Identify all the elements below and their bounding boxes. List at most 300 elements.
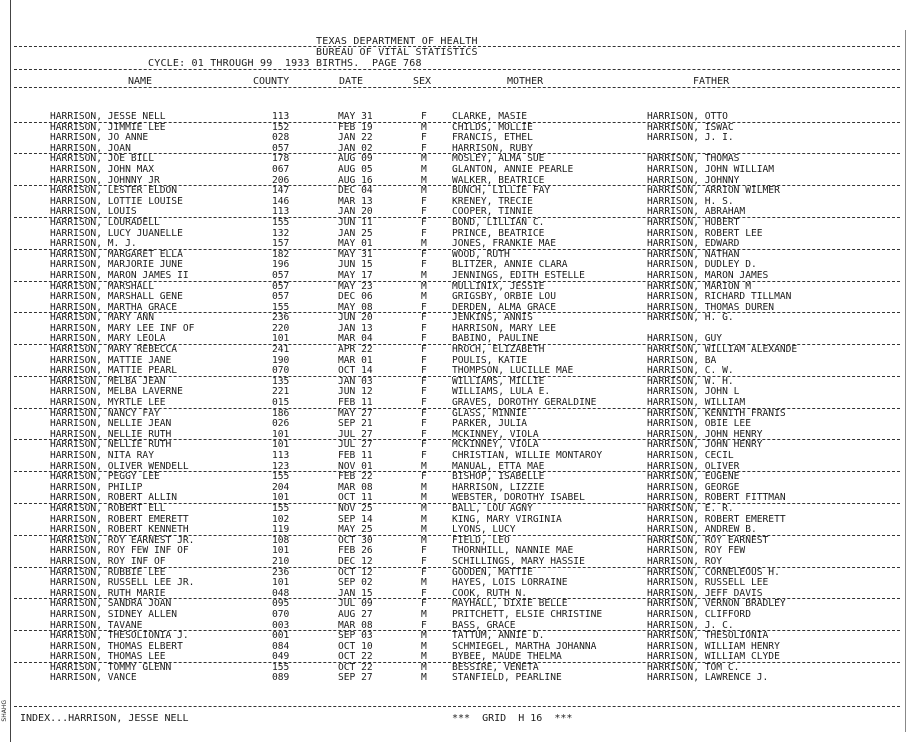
record-name: HARRISON, RUBBIE LEE [50, 566, 166, 578]
record-name: HARRISON, ROY FEW INF OF [50, 545, 189, 557]
record-mother: PARKER, JULIA [452, 418, 528, 430]
record-mother: CHILDS, MOLLIE [452, 121, 533, 133]
record-county: 089 [272, 672, 290, 684]
record-date: SEP 27 [338, 672, 373, 684]
record-sex: M [421, 185, 427, 197]
record-mother: KRENEY, TRECIE [452, 195, 533, 207]
record-father: HARRISON, JOHN L [647, 386, 740, 398]
record-date: DEC 04 [338, 185, 373, 197]
record-county: 236 [272, 566, 290, 578]
record-county: 101 [272, 439, 290, 451]
record-father: HARRISON, C. W. [647, 365, 734, 377]
record-father: HARRISON, CORNELEOUS H. [647, 566, 780, 578]
record-county: 048 [272, 587, 290, 599]
record-date: AUG 27 [338, 608, 373, 620]
record-name: HARRISON, JOE BILL [50, 153, 154, 165]
record-father: HARRISON, H. G. [647, 312, 734, 324]
record-name: HARRISON, MATTIE PEARL [50, 365, 178, 377]
record-date: JUN 11 [338, 216, 373, 228]
header-title: TEXAS DEPARTMENT OF HEALTH [316, 36, 478, 47]
record-sex: F [421, 206, 427, 218]
record-county: 220 [272, 322, 290, 334]
record-date: JUN 12 [338, 386, 373, 398]
record-father: HARRISON, JOHNNY [647, 174, 740, 186]
record-row [0, 165, 912, 176]
record-sex: F [421, 216, 427, 228]
record-father: HARRISON, ARRION WILMER [647, 185, 780, 197]
record-date: SEP 02 [338, 577, 373, 589]
record-name: HARRISON, RUSSELL LEE JR. [50, 577, 195, 589]
record-county: 049 [272, 651, 290, 663]
record-date: OCT 30 [338, 534, 373, 546]
record-row [0, 112, 912, 123]
record-county: 028 [272, 132, 290, 144]
record-mother: MCKINNEY, VIOLA [452, 439, 539, 451]
record-mother: LYONS, LUCY [452, 524, 516, 536]
record-mother: JONES, FRANKIE MAE [452, 238, 556, 250]
record-name: HARRISON, MARSHALL [50, 280, 154, 292]
record-county: 236 [272, 312, 290, 324]
record-county: 146 [272, 195, 290, 207]
record-county: 113 [272, 111, 290, 122]
record-date: SEP 03 [338, 630, 373, 642]
record-sex: F [421, 471, 427, 483]
record-mother: GLASS, MINNIE [452, 407, 528, 419]
record-date: NOV 01 [338, 460, 373, 472]
record-father: HARRISON, THOMAS DUREN [647, 301, 775, 313]
record-mother: THORNHILL, NANNIE MAE [452, 545, 574, 557]
record-father: HARRISON, HUBERT [647, 216, 740, 228]
record-name: HARRISON, ROBERT EMERETT [50, 513, 189, 525]
record-mother: STANFIELD, PEARLINE [452, 672, 562, 684]
record-date: MAY 31 [338, 111, 373, 122]
header-cycle-line: CYCLE: 01 THROUGH 99 1933 BIRTHS. PAGE 768 [148, 58, 422, 69]
record-name: HARRISON, MYRTLE LEE [50, 397, 166, 409]
record-father: HARRISON, LAWRENCE J. [647, 672, 769, 684]
record-mother: GOODEN, MATTIE [452, 566, 533, 578]
record-county: 067 [272, 163, 290, 175]
record-county: 003 [272, 619, 290, 631]
records-list [0, 112, 912, 684]
record-date: MAR 04 [338, 333, 373, 345]
record-name: HARRISON, JESSE NELL [50, 111, 166, 122]
record-county: 196 [272, 259, 290, 271]
record-county: 070 [272, 365, 290, 377]
record-county: 015 [272, 397, 290, 409]
record-sex: F [421, 397, 427, 409]
record-father: HARRISON, WILLIAM [647, 397, 746, 409]
record-sex: M [421, 630, 427, 642]
footer-divider [14, 706, 900, 707]
record-county: 057 [272, 291, 290, 303]
record-father: HARRISON, ISWAC [647, 121, 734, 133]
record-name: HARRISON, ROBERT KENNETH [50, 524, 189, 536]
record-name: HARRISON, MARJORIE JUNE [50, 259, 183, 271]
record-date: OCT 22 [338, 661, 373, 673]
record-name: HARRISON, THOMAS ELBERT [50, 640, 183, 652]
record-date: JAN 13 [338, 322, 373, 334]
record-date: JUL 09 [338, 598, 373, 610]
record-father: HARRISON, JOHN HENRY [647, 428, 763, 440]
record-county: 119 [272, 524, 290, 536]
column-header-sex: SEX [413, 76, 432, 87]
record-sex: M [421, 502, 427, 514]
record-sex: M [421, 534, 427, 546]
record-name: HARRISON, MELBA LAVERNE [50, 386, 183, 398]
record-county: 152 [272, 121, 290, 133]
record-name: HARRISON, TAVANE [50, 619, 143, 631]
record-name: HARRISON, MELBA JEAN [50, 375, 166, 387]
record-county: 108 [272, 534, 290, 546]
record-mother: BISHOP, ISABELLE [452, 471, 545, 483]
record-county: 206 [272, 174, 290, 186]
record-father: HARRISON, ROBERT LEE [647, 227, 763, 239]
record-name: HARRISON, MARY REBECCA [50, 344, 178, 356]
record-county: 001 [272, 630, 290, 642]
record-father: HARRISON, NATHAN [647, 248, 740, 260]
record-sex: F [421, 407, 427, 419]
record-father: HARRISON, ABRAHAM [647, 206, 746, 218]
record-date: JAN 15 [338, 587, 373, 599]
header-subtitle: BUREAU OF VITAL STATISTICS [316, 47, 478, 58]
header-divider [14, 69, 900, 70]
record-father: HARRISON, W. H. [647, 375, 734, 387]
record-county: 155 [272, 471, 290, 483]
record-sex: F [421, 598, 427, 610]
record-date: DEC 06 [338, 291, 373, 303]
record-name: HARRISON, NITA RAY [50, 450, 154, 461]
record-name: HARRISON, OLIVER WENDELL [50, 460, 189, 472]
record-name: HARRISON, MARON JAMES II [50, 269, 189, 281]
record-mother: BABINO, PAULINE [452, 333, 539, 345]
record-county: 084 [272, 640, 290, 652]
record-sex: F [421, 619, 427, 631]
record-name: HARRISON, NANCY FAY [50, 407, 160, 419]
record-sex: F [421, 545, 427, 557]
record-date: FEB 22 [338, 471, 373, 483]
record-name: HARRISON, JO ANNE [50, 132, 149, 144]
record-mother: FIELD, LEO [452, 534, 510, 546]
record-mother: BUNCH, LILLIE FAY [452, 185, 551, 197]
record-name: HARRISON, MARY LEOLA [50, 333, 166, 345]
record-date: MAR 08 [338, 619, 373, 631]
record-county: 155 [272, 661, 290, 673]
record-sex: F [421, 259, 427, 271]
record-father: HARRISON, OTTO [647, 111, 728, 122]
column-header-county: COUNTY [253, 76, 290, 87]
record-father: HARRISON, ROY FEW [647, 545, 746, 557]
record-name: HARRISON, THESOLIONIA J. [50, 630, 189, 642]
record-county: 147 [272, 185, 290, 197]
record-county: 182 [272, 248, 290, 260]
record-sex: F [421, 428, 427, 440]
record-mother: FRANCIS, ETHEL [452, 132, 533, 144]
record-mother: WOOD, RUTH [452, 248, 510, 260]
record-name: HARRISON, LUCY JUANELLE [50, 227, 183, 239]
record-sex: M [421, 291, 427, 303]
record-date: MAY 17 [338, 269, 373, 281]
record-name: HARRISON, MARY ANN [50, 312, 154, 324]
record-sex: M [421, 651, 427, 663]
record-date: MAY 25 [338, 524, 373, 536]
record-row [0, 673, 912, 684]
record-father: HARRISON, ROBERT EMERETT [647, 513, 786, 525]
record-mother: BALL, LOU AGNY [452, 502, 533, 514]
record-mother: TATTUM, ANNIE D. [452, 630, 545, 642]
record-father: HARRISON, THOMAS [647, 153, 740, 165]
record-date: JUN 20 [338, 312, 373, 324]
record-sex: M [421, 481, 427, 493]
record-sex: M [421, 238, 427, 250]
record-date: MAR 13 [338, 195, 373, 207]
record-date: MAR 01 [338, 354, 373, 366]
record-county: 101 [272, 428, 290, 440]
record-county: 155 [272, 216, 290, 228]
record-father: HARRISON, E. R. [647, 502, 734, 514]
record-sex: F [421, 344, 427, 356]
record-name: HARRISON, ROBERT ELL [50, 502, 166, 514]
record-date: MAY 01 [338, 238, 373, 250]
record-row [0, 451, 912, 462]
record-date: FEB 19 [338, 121, 373, 133]
record-date: SEP 21 [338, 418, 373, 430]
record-mother: BASS, GRACE [452, 619, 516, 631]
record-sex: M [421, 513, 427, 525]
record-date: MAY 31 [338, 248, 373, 260]
record-mother: MCKINNEY, VIOLA [452, 428, 539, 440]
record-name: HARRISON, MARY LEE INF OF [50, 322, 195, 334]
record-row [0, 557, 912, 568]
record-county: 210 [272, 555, 290, 567]
record-father: HARRISON, EUGENE [647, 471, 740, 483]
record-father: HARRISON, RUSSELL LEE [647, 577, 769, 589]
record-father: HARRISON, MARION M [647, 280, 751, 292]
record-father: HARRISON, RICHARD TILLMAN [647, 291, 792, 303]
record-name: HARRISON, NELLIE JEAN [50, 418, 172, 430]
record-father: HARRISON, WILLIAM HENRY [647, 640, 780, 652]
record-sex: M [421, 269, 427, 281]
side-label: SHAHG [1, 700, 8, 722]
record-sex: M [421, 174, 427, 186]
record-name: HARRISON, JOHNNY JR [50, 174, 160, 186]
record-mother: COOK, RUTH N. [452, 587, 528, 599]
record-father: HARRISON, CECIL [647, 450, 734, 461]
record-mother: HAYES, LOIS LORRAINE [452, 577, 568, 589]
record-sex: F [421, 322, 427, 334]
record-date: AUG 16 [338, 174, 373, 186]
record-sex: F [421, 450, 427, 461]
record-sex: M [421, 492, 427, 504]
record-sex: F [421, 354, 427, 366]
record-mother: MANUAL, ETTA MAE [452, 460, 545, 472]
record-county: 070 [272, 608, 290, 620]
record-county: 157 [272, 238, 290, 250]
record-name: HARRISON, MARTHA GRACE [50, 301, 178, 313]
record-sex: F [421, 555, 427, 567]
record-county: 101 [272, 333, 290, 345]
record-county: 132 [272, 227, 290, 239]
record-sex: F [421, 386, 427, 398]
record-mother: WILLIAMS, LULA E. [452, 386, 551, 398]
record-father: HARRISON, MARON JAMES [647, 269, 769, 281]
record-name: HARRISON, MATTIE JANE [50, 354, 172, 366]
record-mother: GRIGSBY, ORBIE LOU [452, 291, 556, 303]
record-date: APR 22 [338, 344, 373, 356]
record-county: 026 [272, 418, 290, 430]
record-sex: F [421, 365, 427, 377]
record-mother: PRINCE, BEATRICE [452, 227, 545, 239]
record-sex: F [421, 439, 427, 451]
record-father: HARRISON, DUDLEY D. [647, 259, 757, 271]
record-sex: F [421, 301, 427, 313]
record-date: JUL 27 [338, 439, 373, 451]
column-header-name: NAME [128, 76, 153, 87]
record-sex: F [421, 566, 427, 578]
record-mother: JENKINS, ANNIS [452, 312, 533, 324]
record-mother: WALKER, BEATRICE [452, 174, 545, 186]
record-name: HARRISON, ROY INF OF [50, 555, 166, 567]
record-mother: HARRISON, MARY LEE [452, 322, 556, 334]
record-father: HARRISON, EDWARD [647, 238, 740, 250]
record-name: HARRISON, PHILIP [50, 481, 143, 493]
record-date: FEB 11 [338, 450, 373, 461]
record-father: HARRISON, J. C. [647, 619, 734, 631]
record-mother: WEBSTER, DOROTHY ISABEL [452, 492, 585, 504]
record-mother: GLANTON, ANNIE PEARLE [452, 163, 574, 175]
record-father: HARRISON, VERNON BRADLEY [647, 598, 786, 610]
record-mother: SCHILLINGS, MARY HASSIE [452, 555, 585, 567]
record-mother: KING, MARY VIRGINIA [452, 513, 562, 525]
record-father: HARRISON, GUY [647, 333, 723, 345]
record-sex: F [421, 375, 427, 387]
record-name: HARRISON, VANCE [50, 672, 137, 684]
record-sex: M [421, 672, 427, 684]
record-name: HARRISON, ROBERT ALLIN [50, 492, 178, 504]
footer-index: INDEX...HARRISON, JESSE NELL [20, 713, 189, 724]
record-father: HARRISON, JEFF DAVIS [647, 587, 763, 599]
record-date: JAN 02 [338, 142, 373, 154]
record-name: HARRISON, NELLIE RUTH [50, 439, 172, 451]
record-father: HARRISON, WILLIAM ALEXANDE [647, 344, 798, 356]
record-date: OCT 12 [338, 566, 373, 578]
record-father: HARRISON, ROBERT FITTMAN [647, 492, 786, 504]
record-county: 102 [272, 513, 290, 525]
record-mother: HARRISON, RUBY [452, 142, 533, 154]
record-county: 101 [272, 545, 290, 557]
record-date: MAR 08 [338, 481, 373, 493]
record-date: OCT 22 [338, 651, 373, 663]
record-sex: M [421, 153, 427, 165]
record-county: 241 [272, 344, 290, 356]
record-father: HARRISON, J. I. [647, 132, 734, 144]
record-sex: M [421, 280, 427, 292]
record-sex: M [421, 121, 427, 133]
record-father: HARRISON, OLIVER [647, 460, 740, 472]
column-header-father: FATHER [693, 76, 730, 87]
record-sex: M [421, 577, 427, 589]
record-row [0, 504, 912, 515]
record-county: 155 [272, 301, 290, 313]
record-date: SEP 14 [338, 513, 373, 525]
record-county: 113 [272, 450, 290, 461]
record-mother: BLITZER, ANNIE CLARA [452, 259, 568, 271]
record-mother: MULLINIX, JESSIE [452, 280, 545, 292]
record-name: HARRISON, TOMMY GLENN [50, 661, 172, 673]
record-sex: F [421, 587, 427, 599]
record-row [0, 218, 912, 229]
record-father: HARRISON, JOHN WILLIAM [647, 163, 775, 175]
record-father: HARRISON, BA [647, 354, 717, 366]
record-county: 057 [272, 142, 290, 154]
record-father: HARRISON, THESOLIONIA [647, 630, 769, 642]
record-father: HARRISON, CLIFFORD [647, 608, 751, 620]
record-county: 190 [272, 354, 290, 366]
record-county: 155 [272, 502, 290, 514]
record-name: HARRISON, JIMMIE LEE [50, 121, 166, 133]
record-father: HARRISON, H. S. [647, 195, 734, 207]
record-date: JUN 15 [338, 259, 373, 271]
record-date: AUG 05 [338, 163, 373, 175]
record-father: HARRISON, TOM C. [647, 661, 740, 673]
record-name: HARRISON, M. J. [50, 238, 137, 250]
record-county: 178 [272, 153, 290, 165]
record-date: JUL 27 [338, 428, 373, 440]
record-sex: M [421, 640, 427, 652]
record-sex: M [421, 608, 427, 620]
record-date: MAY 23 [338, 280, 373, 292]
record-mother: MAYHALL, DIXIE BELLE [452, 598, 568, 610]
record-date: MAY 27 [338, 407, 373, 419]
record-county: 113 [272, 206, 290, 218]
record-sex: F [421, 111, 427, 122]
record-county: 204 [272, 481, 290, 493]
column-header-divider [14, 87, 900, 88]
record-date: JAN 03 [338, 375, 373, 387]
record-row [0, 610, 912, 621]
record-mother: CHRISTIAN, WILLIE MONTAROY [452, 450, 603, 461]
record-name: HARRISON, LESTER ELDON [50, 185, 178, 197]
record-mother: BYBEE, MAUDE THELMA [452, 651, 562, 663]
record-mother: SCHMIEGEL, MARTHA JOHANNA [452, 640, 597, 652]
record-sex: F [421, 195, 427, 207]
record-sex: F [421, 142, 427, 154]
record-name: HARRISON, ROY EARNEST JR. [50, 534, 195, 546]
record-county: 057 [272, 280, 290, 292]
record-name: HARRISON, MARGARET ELLA [50, 248, 183, 260]
record-mother: HROCH, ELIZABETH [452, 344, 545, 356]
record-county: 095 [272, 598, 290, 610]
record-mother: COOPER, TINNIE [452, 206, 533, 218]
record-date: AUG 09 [338, 153, 373, 165]
record-date: DEC 12 [338, 555, 373, 567]
record-father: HARRISON, ROY [647, 555, 723, 567]
record-county: 186 [272, 407, 290, 419]
record-date: FEB 11 [338, 397, 373, 409]
record-name: HARRISON, JOHN MAX [50, 163, 154, 175]
record-name: HARRISON, PEGGY LEE [50, 471, 160, 483]
record-date: OCT 14 [338, 365, 373, 377]
record-name: HARRISON, LOTTIE LOUISE [50, 195, 183, 207]
record-date: JAN 22 [338, 132, 373, 144]
record-mother: BESSIRE, VENETA [452, 661, 539, 673]
record-mother: PRITCHETT, ELSIE CHRISTINE [452, 608, 603, 620]
record-date: OCT 10 [338, 640, 373, 652]
record-father: HARRISON, WILLIAM CLYDE [647, 651, 780, 663]
record-mother: CLARKE, MASIE [452, 111, 528, 122]
record-date: OCT 11 [338, 492, 373, 504]
record-date: MAY 08 [338, 301, 373, 313]
record-sex: M [421, 163, 427, 175]
